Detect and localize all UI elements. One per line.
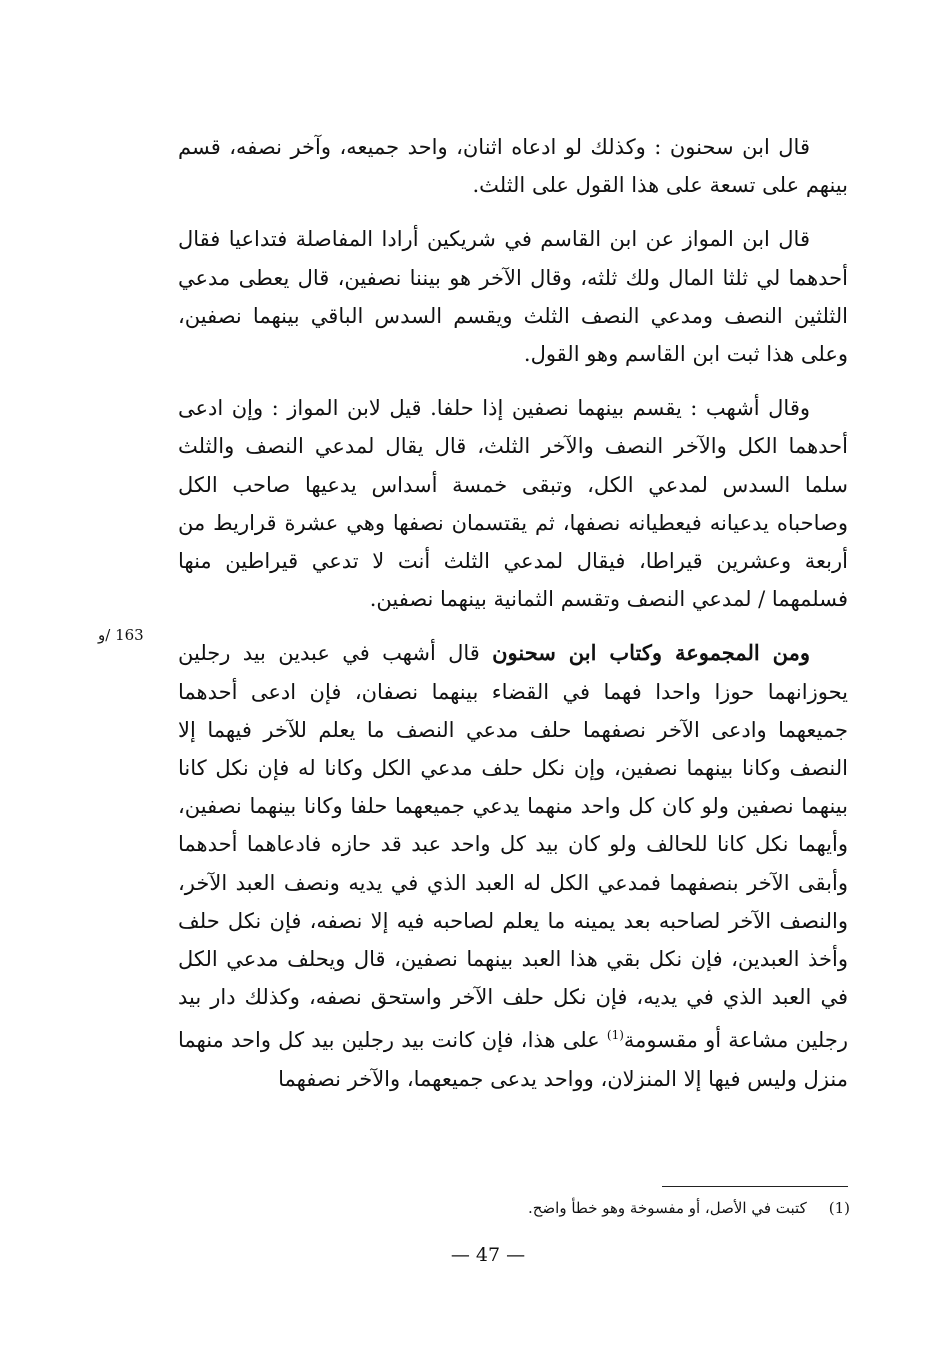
- paragraph-4-tail: على هذا، فإن كانت بيد رجلين بيد كل واحد منهما منزل وليس فيها إلا المنزلان، وواحد يدعى جميعهما، والآخر نصفهما: [178, 1028, 848, 1091]
- footnote-text: كتبت في الأصل، أو مفسوخة وهو خطأ واضح.: [527, 1199, 807, 1217]
- paragraph-1: قال ابن سحنون : وكذلك لو ادعاه اثنان، واحد جميعه، وآخر نصفه، قسم بينهم على تسعة على هذا القول على الثلث.: [178, 135, 848, 198]
- footnote-separator: [662, 1186, 848, 1187]
- footnote-number: (1): [828, 1199, 850, 1217]
- footnote: [440, 1196, 850, 1220]
- page-number: — 47 —: [450, 1244, 526, 1266]
- paragraph-2: قال ابن المواز عن ابن القاسم في شريكين أرادا المفاصلة فتداعيا فقال أحدهما لي ثلثا المال ولك ثلثه، وقال الآخر هو بيننا نصفين، قال يعطى مدعي الثلثين النصف ومدعي النصف الثلث ويقسم السدس الباقي بينهما نصفين، وعلى هذا ثبت ابن القاسم وهو القول.: [178, 227, 848, 367]
- paragraph-4: [178, 634, 848, 1097]
- footnote-reference: (1): [606, 1028, 624, 1043]
- main-text: [178, 128, 848, 1098]
- paragraph-4-text: قال أشهب في عبدين بيد رجلين يحوزانهما حوزا واحدا فهما في القضاء بينهما نصفان، فإن ادعى أحدهما جميعهما وادعى الآخر نصفهما حلف مدعي النصف ما يعلم للآخر فيهما إلا النصف وكانا بينهما نصفين، وإن نكل حلف مدعي الكل وكانا له فإن نكل كانا بينهما نصفين ولو كان كل واحد منهما يدعي جميعهما حلفا وكانا بينهما نصفين، وأيهما نكل كانا للحالف ولو كان بيد كل واحد عبد قد حازه فادعاهما أحدهما وأبقى الآخر بنصفهما فمدعي الكل له العبد الذي في يديه ونصف العبد الآخر، والنصف الآخر لصاحبه بعد يمينه ما يعلم لصاحبه فيه إلا نصفه، فإن نكل حلف وأخذ العبدين، فإن نكل بقي هذا العبد بينهما نصفين، قال ويحلف مدعي الكل في العبد الذي في يديه، فإن نكل حلف الآخر واستحق نصفه، وكذلك دار بيد رجلين مشاعة أو مقسومة: [178, 641, 849, 1053]
- paragraph-4-bold-lead: ومن المجموعة وكتاب ابن سحنون: [492, 640, 810, 666]
- paragraph-3: وقال أشهب : يقسم بينهما نصفين إذا حلفا. قيل لابن المواز : وإن ادعى أحدهما الكل والآخر النصف والآخر الثلث، قال يقال لمدعي النصف والثلث سلما السدس لمدعي الكل، وتبقى خمسة أسداس يدعيها صاحب الكل وصاحباه يدعيانه فيعطيانه نصفها، ثم يقتسمان نصفها وهي عشرة قراريط من أربعة وعشرين قيراطا، فيقال لمدعي الثلث أنت لا تدعي قيراطين منها فسلمهما / لمدعي النصف وتقسم الثمانية بينهما نصفين.: [178, 396, 848, 612]
- folio-margin-note: 163 /و: [98, 626, 144, 644]
